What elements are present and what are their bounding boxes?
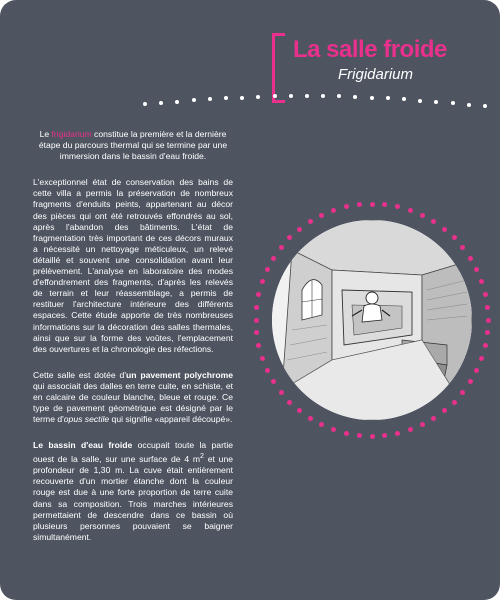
pavement-text-end: qui signifie «appareil découpé». [109,414,233,425]
frame-dot [485,305,490,310]
page-title: La salle froide [293,36,447,63]
frame-dot [279,390,284,395]
divider-dot [143,102,147,106]
divider-dot [337,94,341,98]
frame-dot [319,422,324,427]
frame-dot [319,213,324,218]
frame-dot [297,408,302,413]
frame-dot [431,219,436,224]
divider-dot [224,96,228,100]
paragraph-pool [33,440,233,543]
intro-text-start: Le [39,129,52,139]
paragraph-conservation: L'exceptionnel état de conservation des bains de cette villa a permis la préservation de nombreux fragments d'enduits peints, appartenant au décor des pièces qui ont été retrouvés effondrés au sol, après l'abandon des bâtiments. L'état de fragmentation très important de ces décors muraux a nécessité un nettoyage méticuleux, un relevé détaillé et souvent une consolidation avant leur prélèvement. L'analyse en laboratoire des modes d'effondrement des fragments, d'après les relevés de terrain et leur réassemblage, a permis de restituer l'architecture intérieure des différents espaces. Cette étude apporte de très nombreuses informations sur la décoration des salles thermales, ainsi que sur la forme des voûtes, l'emplacement des ouvertures et la chronologie des réfections. [33,177,233,354]
frame-dot [452,235,457,240]
pool-text-start: occupait toute la partie ouest de la salle, sur une surface de 4 m [33,440,234,465]
divider-dot [256,95,260,99]
frame-dot [460,245,465,250]
frame-dot [408,208,413,213]
frame-dot [479,279,484,284]
divider-dot [192,98,196,102]
frame-dot [260,279,265,284]
frame-dot [485,330,490,335]
paragraph-pavement [33,370,233,425]
frame-dot [297,227,302,232]
frame-dot [256,292,261,297]
opus-sectile-term: opus sectile [63,414,110,425]
title-bracket [272,33,285,103]
pavement-text-start: Cette salle est dotée d' [33,369,126,380]
frame-dot [408,427,413,432]
frame-dot [382,202,387,207]
square-meter-exponent: 2 [200,452,204,461]
frame-dot [308,219,313,224]
frame-dot [468,256,473,261]
frame-dot [265,267,270,272]
frame-dot [279,245,284,250]
frame-dot [420,213,425,218]
frigidarium-illustration [272,220,472,420]
divider-dot [289,94,293,98]
frame-dot [486,318,491,323]
divider-dot [175,100,179,104]
frame-dot [483,343,488,348]
divider-dot [370,96,374,100]
frame-dot [420,422,425,427]
divider-dot [386,96,390,100]
frigidarium-term: frigidarium [51,129,92,139]
frame-dot [254,318,259,323]
frame-dot [308,416,313,421]
divider-dot [483,104,487,108]
frame-dot [474,267,479,272]
paragraph-intro [33,129,233,162]
divider-dot [240,96,244,100]
frame-dot [265,368,270,373]
frame-dot [431,416,436,421]
divider-dot [451,101,455,105]
body-text [33,129,233,558]
frame-dot [254,330,259,335]
frame-dot [287,235,292,240]
frame-dot [479,356,484,361]
divider-dot [434,100,438,104]
divider-dot [208,97,212,101]
page-subtitle: Frigidarium [338,66,414,83]
divider-dot [159,101,163,105]
frame-dot [331,208,336,213]
frame-dot [260,356,265,361]
frame-dot [357,433,362,438]
frame-dot [395,204,400,209]
divider-dot [402,97,406,101]
divider-dot [418,99,422,103]
frame-dot [271,256,276,261]
divider-dot [353,95,357,99]
frame-dot [442,408,447,413]
pavement-text-middle: qui associait des dalles en terre cuite, en schiste, et en calcaire de couleur blanche, bleue et rouge. Ce type de pavement géométrique est désigné par le terme d' [33,380,233,425]
frame-dot [331,427,336,432]
pavement-highlight: un pavement polychrome [125,369,233,380]
frame-dot [474,368,479,373]
frame-dot [254,305,259,310]
frame-dot [370,434,375,439]
divider-dot [467,103,471,107]
frame-dot [287,400,292,405]
divider-dot [305,94,309,98]
frame-dot [468,379,473,384]
divider-dot [321,94,325,98]
frame-dot [344,431,349,436]
frame-dot [483,292,488,297]
frame-dot [395,431,400,436]
frame-dot [460,390,465,395]
frame-dot [370,202,375,207]
intro-text-end: constitue la première et la dernière étape du parcours thermal qui se termine par une immersion dans le bassin d'eau froide. [38,129,228,162]
divider-dot [273,94,277,98]
frame-dot [382,433,387,438]
frame-dot [357,202,362,207]
pool-text-end: et une profondeur de 1,30 m. La cuve était entièrement recouverte d'un mortier étanche dont la couleur rouge est due à une forte proportion de terre cuite dans sa composition. Trois marches intérieures permettaient de descendre dans ce bassin où plusieurs personnes pouvaient se baigner simultanément. [33,454,233,542]
frame-dot [271,379,276,384]
frame-dot [442,227,447,232]
frame-dot [344,204,349,209]
pool-highlight: Le bassin d'eau froide [33,440,133,451]
frame-dot [452,400,457,405]
frame-dot [256,343,261,348]
